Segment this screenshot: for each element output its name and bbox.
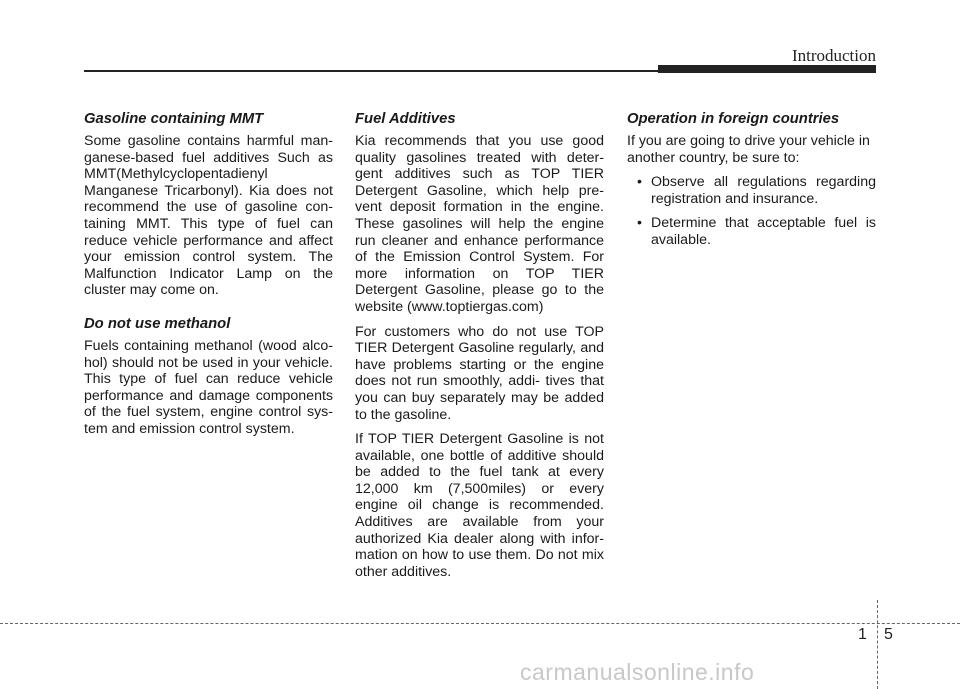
column-left: [84, 110, 333, 446]
column-middle: [355, 110, 604, 588]
paragraph-fuel-additives-2: For customers who do not use TOP TIER Detergent Gasoline regularly, and have problems starting or the engine does not run smoothly, addi- tives that you can buy separately may be added to the gasoline.: [355, 323, 604, 423]
paragraph-fuel-additives-1: Kia recommends that you use good quality gasolines treated with deter- gent additives such as TOP TIER Detergent Gasoline, which help pre- vent deposit formation in the engine. These gasolines will help the engine run cleaner and enhance performance of the Emission Control System. For more information on TOP TIER Detergent Gasoline, please go to the website (www.toptiergas.com): [355, 133, 604, 315]
bullet-dot-icon: •: [637, 174, 642, 191]
bullet-text: Observe all regulations regarding registration and insurance.: [651, 174, 876, 207]
paragraph-methanol: Fuels containing methanol (wood alco- hol) should not be used in your vehicle. This type of fuel can reduce vehicle performance and damage components of the fuel system, engine control sys- tem and emission control system.: [84, 337, 333, 437]
footer-vertical-divider: [877, 600, 878, 689]
paragraph-fuel-additives-3: If TOP TIER Detergent Gasoline is not available, one bottle of additive should be added to the fuel tank at every 12,000 km (7,500miles) or every engine oil change is recommended. Additives are available from your authorized Kia dealer along with infor- mation on how to use them. Do not mix other additives.: [355, 431, 604, 580]
heading-methanol: Do not use methanol: [84, 315, 231, 332]
header-rule-thick: [658, 65, 876, 73]
heading-gasoline-mmt: Gasoline containing MMT: [84, 111, 264, 127]
paragraph-foreign-intro: If you are going to drive your vehicle in another country, be sure to:: [627, 133, 870, 166]
bullet-item: [637, 215, 876, 248]
bullet-item: [637, 174, 876, 207]
chapter-number: 1: [858, 626, 867, 643]
bullet-text: Determine that acceptable fuel is available.: [651, 215, 876, 248]
paragraph-gasoline-mmt: Some gasoline contains harmful man- ganese-based fuel additives Such as MMT(Methylcyclopentadienyl Manganese Tricarbonyl). Kia does not recommend the use of gasoline con- taining MMT. This type of fuel can reduce vehicle performance and affect your emission control system. The Malfunction Indicator Lamp on the cluster may come on.: [84, 133, 333, 299]
column-right: [627, 110, 876, 257]
heading-fuel-additives: Fuel Additives: [355, 111, 456, 127]
section-header-title: Introduction: [791, 46, 876, 65]
heading-foreign-countries: Operation in foreign countries: [627, 111, 840, 127]
footer-dashed-rule: [0, 623, 960, 624]
watermark: carmanualsonline.info: [520, 659, 755, 685]
bullet-dot-icon: •: [637, 215, 642, 232]
header-rule-thin: [84, 70, 664, 72]
page-number: 5: [884, 626, 893, 643]
